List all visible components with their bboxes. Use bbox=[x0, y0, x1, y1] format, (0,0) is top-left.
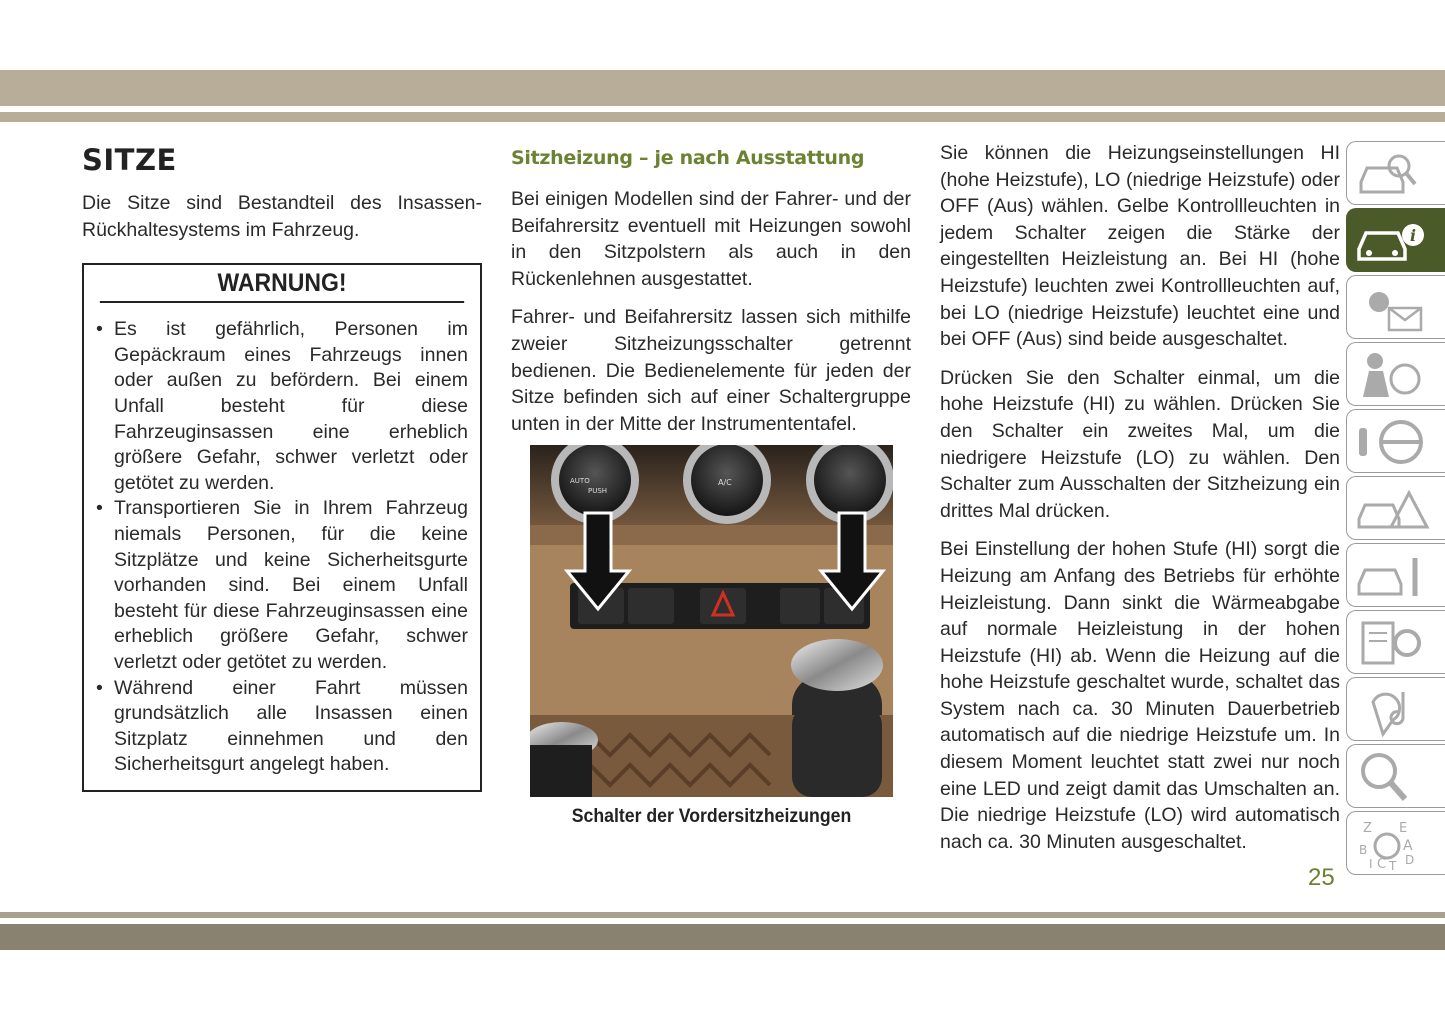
column-middle bbox=[511, 140, 911, 437]
svg-text:B: B bbox=[1359, 843, 1368, 857]
knob-label-ac: A/C bbox=[718, 478, 732, 487]
column-left bbox=[82, 140, 482, 792]
multimedia-music-icon bbox=[1353, 682, 1433, 738]
page-number: 25 bbox=[1308, 864, 1335, 891]
warning-heading: WARNUNG! bbox=[100, 265, 464, 303]
paragraph-heating-controls: Fahrer- und Beifahrersitz lassen sich mithilfe zweier Sitzheizungsschalter getrennt bedienen. Die Bedienelemente für jeden der Sitze befinden sich auf einer Schaltergruppe unten in der Mitte der Instrumententafel. bbox=[511, 306, 911, 435]
paragraph-switch-usage: Drücken Sie den Schalter einmal, um die hohe Heizstufe (HI) zu wählen. Drücken Sie den Schalter ein zweites Mal, um die niedrigere Heizstufe (LO) zu wählen. Den Schalter zum Ausschalten der Sitzheizung ein drittes Mal drücken. bbox=[940, 366, 1340, 522]
specifications-gear-icon bbox=[1353, 615, 1433, 671]
svg-text:Z: Z bbox=[1363, 821, 1372, 836]
svg-text:T: T bbox=[1389, 859, 1397, 872]
svg-text:C: C bbox=[1377, 857, 1387, 872]
tab-technical-specs[interactable] bbox=[1346, 610, 1445, 674]
tab-search[interactable] bbox=[1346, 744, 1445, 808]
airbag-passenger-icon bbox=[1353, 347, 1433, 403]
tab-multimedia[interactable] bbox=[1346, 677, 1445, 741]
tab-safety[interactable] bbox=[1346, 342, 1445, 406]
tab-index[interactable] bbox=[1346, 811, 1445, 875]
seat-heater-switch-photo bbox=[530, 445, 893, 797]
knob-label-auto: AUTO bbox=[570, 477, 590, 485]
search-magnifier-icon bbox=[1353, 749, 1433, 805]
warning-item: • Es ist gefährlich, Personen im Gepäckraum eines Fahrzeugs innen oder außen zu befördern. Bei einem Unfall besteht für diese Fahrzeuginsassen eine erheblich größere Gefahr, schwer verletzt oder getötet zu werden. bbox=[96, 317, 468, 496]
car-wrench-icon bbox=[1353, 548, 1433, 604]
car-info-icon bbox=[1353, 213, 1433, 269]
intro-paragraph: Die Sitze sind Bestandteil des Insassen-Rückhaltesystems im Fahrzeug. bbox=[82, 192, 482, 241]
header-band bbox=[0, 70, 1445, 106]
warning-light-message-icon bbox=[1353, 280, 1433, 336]
svg-text:I: I bbox=[1369, 857, 1373, 871]
photo-caption: Schalter der Vordersitzheizungen bbox=[571, 806, 852, 827]
svg-text:E: E bbox=[1399, 821, 1408, 836]
column-right bbox=[940, 140, 1340, 855]
steering-wheel-key-icon bbox=[1353, 414, 1433, 470]
warning-box bbox=[82, 263, 482, 792]
header-rule bbox=[0, 112, 1445, 122]
tab-warning-lights[interactable] bbox=[1346, 275, 1445, 339]
knob-label-push: PUSH bbox=[588, 487, 608, 495]
paragraph-auto-switch: Bei Einstellung der hohen Stufe (HI) sorgt die Heizung am Anfang des Betriebs für erhöhte Heizleistung. Dann sinkt die Wärmeabgabe auf normale Heizleistung in der hohen Heizstufe (HI) ab. Wenn die Heizung auf die hohe Heizstufe geschaltet wurde, schaltet das System nach ca. 30 Minuten Dauerbetrieb automatisch auf die niedrige Heizstufe um. In diesem Moment leuchtet statt zwei nur noch eine LED und zeigt damit das Umschalten an. Die niedrige Heizstufe (LO) wird automatisch nach ca. 30 Minuten ausgeschaltet. bbox=[940, 538, 1340, 853]
paragraph-settings: Sie können die Heizungseinstellungen HI (hohe Heizstufe), LO (niedrige Heizstufe) oder OFF (Aus) wählen. Gelbe Kontrollleuchten in jedem Schalter zeigen die Stärke der eingestellten Heizleistung an. Bei HI (hohe Heizstufe) leuchten zwei Kontrollleuchten auf, bei LO (niedrige Heizstufe) leuchtet eine und bei OFF (Aus) sind beide ausgeschaltet. bbox=[940, 142, 1340, 351]
subsection-heading: Sitzheizung – je nach Ausstattung bbox=[511, 147, 865, 169]
section-title: SITZE bbox=[82, 143, 177, 177]
tab-emergency[interactable] bbox=[1346, 476, 1445, 540]
car-search-icon bbox=[1353, 146, 1433, 202]
footer-band bbox=[0, 924, 1445, 950]
tab-servicing[interactable] bbox=[1346, 543, 1445, 607]
info-glyph: i bbox=[1410, 226, 1417, 245]
warning-item: • Transportieren Sie in Ihrem Fahrzeug niemals Personen, für die keine Sitzplätze und keine Sicherheitsgurte vorhanden sind. Bei einem Unfall besteht für diese Fahrzeuginsassen eine erheblich größere Gefahr, schwer verletzt oder getötet zu werden. bbox=[96, 496, 468, 675]
paragraph-heating-intro: Bei einigen Modellen sind der Fahrer- und der Beifahrersitz eventuell mit Heizungen sowohl in den Sitzpolstern als auch in den Rückenlehnen ausgestattet. bbox=[511, 188, 911, 290]
warning-item: • Während einer Fahrt müssen grundsätzlich alle Insassen einen Sitzplatz einnehmen und den Sicherheitsgurt angelegt haben. bbox=[96, 676, 468, 778]
svg-text:A: A bbox=[1403, 838, 1413, 854]
index-letters-icon bbox=[1353, 816, 1433, 872]
svg-text:D: D bbox=[1405, 853, 1415, 867]
warning-list bbox=[84, 303, 480, 790]
footer-rule bbox=[0, 912, 1445, 918]
tab-car-info[interactable] bbox=[1346, 208, 1445, 272]
car-hazard-icon bbox=[1353, 481, 1433, 537]
tab-car-search[interactable] bbox=[1346, 141, 1445, 205]
tab-starting-driving[interactable] bbox=[1346, 409, 1445, 473]
